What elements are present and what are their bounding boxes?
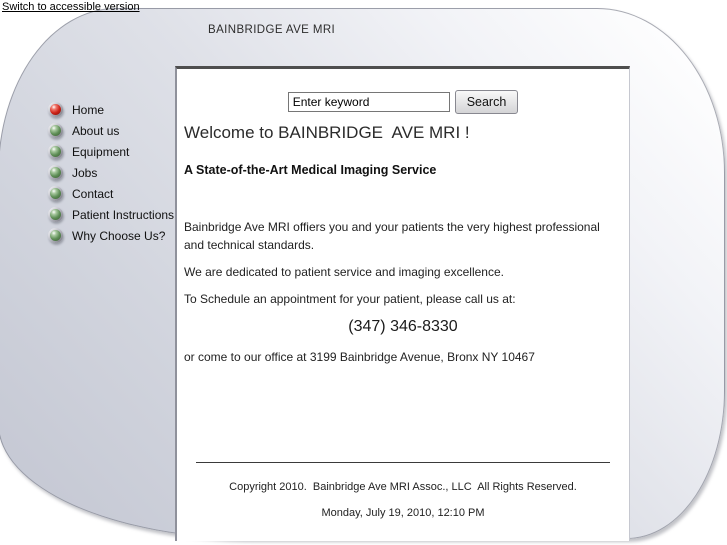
welcome-heading: Welcome to BAINBRIDGE AVE MRI !	[184, 123, 470, 142]
sidebar-item-label: Equipment	[72, 144, 130, 159]
phone-number: (347) 346-8330	[348, 318, 458, 335]
address-line: or come to our office at 3199 Bainbridge Avenue, Bronx NY 10467	[184, 350, 535, 364]
content-panel	[175, 66, 630, 541]
datetime-text: Monday, July 19, 2010, 12:10 PM	[321, 507, 485, 519]
schedule-paragraph: To Schedule an appointment for your patient, please call us at:	[184, 292, 516, 306]
footer-divider	[196, 462, 610, 463]
copyright-text: Copyright 2010. Bainbridge Ave MRI Assoc., LLC All Rights Reserved.	[229, 481, 577, 493]
led-icon	[48, 123, 63, 138]
sidebar-item-patient-instructions[interactable]	[48, 204, 174, 225]
search-button[interactable]: Search	[455, 90, 519, 114]
sidebar-item-label: About us	[72, 123, 120, 138]
sidebar-item-label: Jobs	[72, 165, 98, 180]
sidebar-item-equipment[interactable]	[48, 141, 174, 162]
sidebar-item-label: Patient Instructions	[72, 207, 175, 222]
dedication-paragraph: We are dedicated to patient service and imaging excellence.	[184, 265, 504, 279]
sidebar-item-contact[interactable]	[48, 183, 174, 204]
sidebar-item-home[interactable]	[48, 99, 174, 120]
sidebar-item-label: Home	[72, 102, 105, 117]
sidebar-item-why-choose-us[interactable]	[48, 225, 174, 246]
led-icon	[48, 228, 63, 243]
sidebar-item-about-us[interactable]	[48, 120, 174, 141]
sidebar-item-jobs[interactable]	[48, 162, 174, 183]
accessible-version-link[interactable]: Switch to accessible version	[2, 1, 140, 13]
sidebar-nav	[48, 99, 174, 246]
led-icon	[48, 186, 63, 201]
site-title: BAINBRIDGE AVE MRI	[208, 24, 336, 36]
search-input[interactable]	[288, 92, 450, 112]
sidebar-item-label: Contact	[72, 186, 114, 201]
led-icon	[48, 144, 63, 159]
led-icon	[48, 102, 63, 117]
led-icon	[48, 207, 63, 222]
sidebar-item-label: Why Choose Us?	[72, 228, 166, 243]
tagline: A State-of-the-Art Medical Imaging Service	[184, 163, 437, 177]
intro-paragraph: Bainbridge Ave MRI offiers you and your patients the very highest professional and technical standards.	[184, 220, 600, 252]
search-bar	[177, 90, 629, 114]
led-icon	[48, 165, 63, 180]
